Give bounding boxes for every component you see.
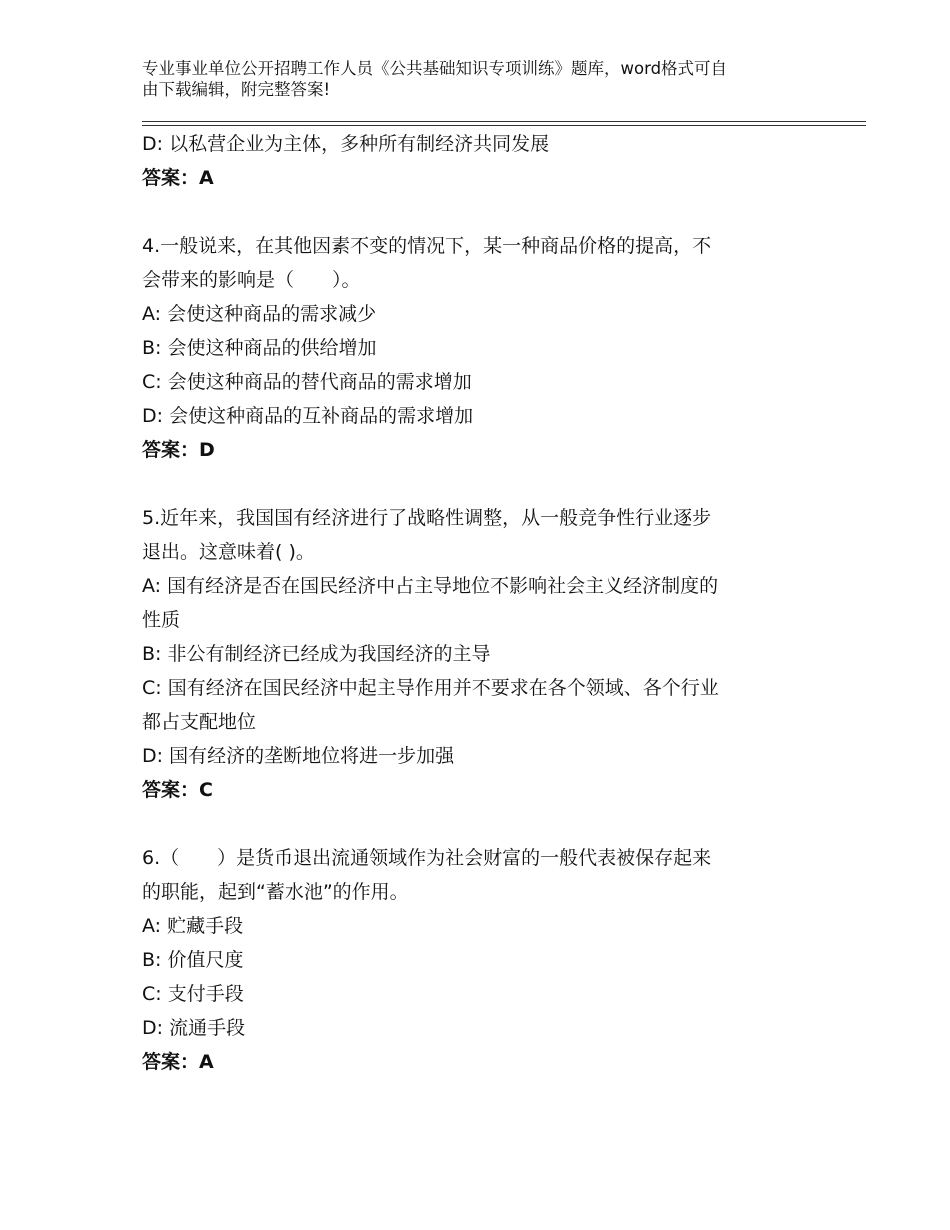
- question-text: 的职能，起到“蓄水池”的作用。: [142, 881, 409, 903]
- option-line: C: 会使这种商品的替代商品的需求增加: [142, 371, 472, 393]
- option-line: D: 流通手段: [142, 1017, 246, 1039]
- option-line: B: 会使这种商品的供给增加: [142, 337, 377, 359]
- question-list: [142, 127, 822, 1079]
- option-line: D: 会使这种商品的互补商品的需求增加: [142, 405, 474, 427]
- option-line: A: 会使这种商品的需求减少: [142, 303, 377, 325]
- spacer: [142, 807, 822, 841]
- option-line: B: 非公有制经济已经成为我国经济的主导: [142, 643, 491, 665]
- header-rule-top: [142, 121, 866, 122]
- question-block: [142, 127, 822, 195]
- spacer: [142, 467, 822, 501]
- option-line: 性质: [142, 609, 181, 631]
- option-line: 都占支配地位: [142, 711, 257, 733]
- header-line-2: 由下载编辑，附完整答案!: [142, 80, 331, 99]
- option-line: B: 价值尺度: [142, 949, 244, 971]
- answer-line: 答案：D: [142, 439, 215, 461]
- question-block: [142, 501, 822, 807]
- option-line: D: 国有经济的垄断地位将进一步加强: [142, 745, 455, 767]
- question-block: [142, 841, 822, 1079]
- question-text: 会带来的影响是（ ）。: [142, 269, 361, 291]
- question-text: 4.一般说来，在其他因素不变的情况下，某一种商品价格的提高，不: [142, 235, 712, 257]
- page-header: [142, 58, 822, 100]
- answer-line: 答案：C: [142, 779, 213, 801]
- header-line-1: 专业事业单位公开招聘工作人员《公共基础知识专项训练》题库，word格式可自: [142, 59, 728, 78]
- header-rule-bottom: [142, 125, 866, 126]
- answer-line: 答案：A: [142, 167, 214, 189]
- option-line: C: 支付手段: [142, 983, 244, 1005]
- option-line: A: 国有经济是否在国民经济中占主导地位不影响社会主义经济制度的: [142, 575, 719, 597]
- question-text: 6.（ ）是货币退出流通领域作为社会财富的一般代表被保存起来: [142, 847, 712, 869]
- question-text: 退出。这意味着( )。: [142, 541, 315, 563]
- option-line: A: 贮藏手段: [142, 915, 244, 937]
- spacer: [142, 195, 822, 229]
- answer-line: 答案：A: [142, 1051, 214, 1073]
- question-block: [142, 229, 822, 467]
- option-line: D: 以私营企业为主体，多种所有制经济共同发展: [142, 133, 550, 155]
- question-text: 5.近年来，我国国有经济进行了战略性调整，从一般竞争性行业逐步: [142, 507, 712, 529]
- option-line: C: 国有经济在国民经济中起主导作用并不要求在各个领域、各个行业: [142, 677, 719, 699]
